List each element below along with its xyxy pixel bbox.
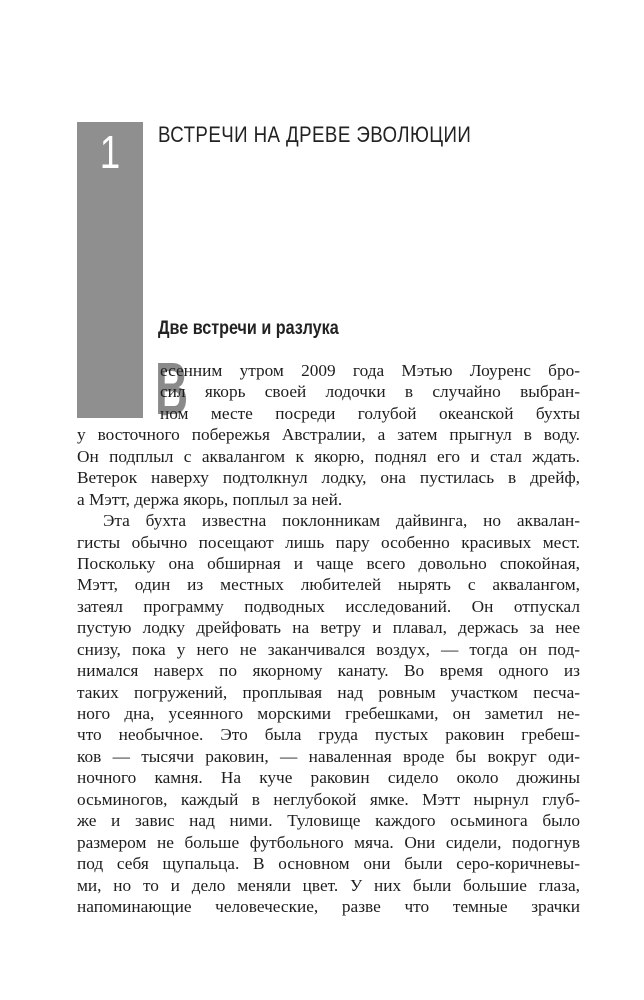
chapter-title: ВСТРЕЧИ НА ДРЕВЕ ЭВОЛЮЦИИ [158,122,472,147]
text-line: таких погружений, проплывая над ровным участком песча- [77,682,580,702]
chapter-number: 1 [99,126,121,178]
text-line: осьминогов, каждый в неглубокой ямке. Мэтт нырнул глуб- [77,789,580,809]
text-line: затеял программу подводных исследований. Он отпускал [77,596,580,616]
text-line: нимался наверх по якорному канату. Во время одного из [77,661,580,681]
text-line: пустую лодку дрейфовать на ветру и плавал, держась за нее [77,618,580,638]
text-line: размером не больше футбольного мяча. Они сидели, подогнув [77,832,580,852]
text-line: что необычное. Это была груда пустых раковин гребеш- [77,725,580,745]
body-text [77,360,580,917]
text-line: у восточного побережья Австралии, а затем прыгнул в воду. [77,425,580,445]
text-line: Мэтт, один из местных любителей нырять с аквалангом, [77,575,580,595]
text-line: а Мэтт, держа якорь, поплыл за ней. [77,489,343,509]
text-line: же и завис над ними. Туловище каждого осьминога было [77,811,580,831]
text-line: гисты обычно посещают лишь пару особенно красивых мест. [77,532,580,552]
text-line: ном месте посреди голубой океанской бухты [160,403,580,423]
text-line: ми, но то и дело меняли цвет. У них были большие глаза, [77,875,580,895]
section-title: Две встречи и разлука [158,318,339,339]
text-line: снизу, пока у него не заканчивался воздух, — тогда он под- [77,639,580,659]
text-line: напоминающие человеческие, разве что темные зрачки [77,896,580,916]
text-line: Эта бухта известна поклонникам дайвинга, но аквалан- [103,511,580,531]
text-line: под себя щупальца. В основном они были серо-коричневы- [77,854,580,874]
text-line: Он подплыл с аквалангом к якорю, поднял его и стал ждать. [77,446,580,466]
text-line: ного дна, усеянного морскими гребешками, он заметил не- [77,704,580,723]
text-line: Поскольку она обширная и чаще всего довольно спокойная, [77,553,580,573]
text-line: ков — тысячи раковин, — наваленная вроде бы вокруг оди- [77,746,580,766]
text-line: есенним утром 2009 года Мэтью Лоуренс бро- [160,361,580,380]
text-line: сил якорь своей лодочки в случайно выбран- [160,382,580,402]
text-line: ночного камня. На куче раковин сидело около дюжины [77,768,580,788]
drop-cap: В [155,347,189,430]
text-line: Ветерок наверху подтолкнул лодку, она пустилась в дрейф, [77,468,580,488]
